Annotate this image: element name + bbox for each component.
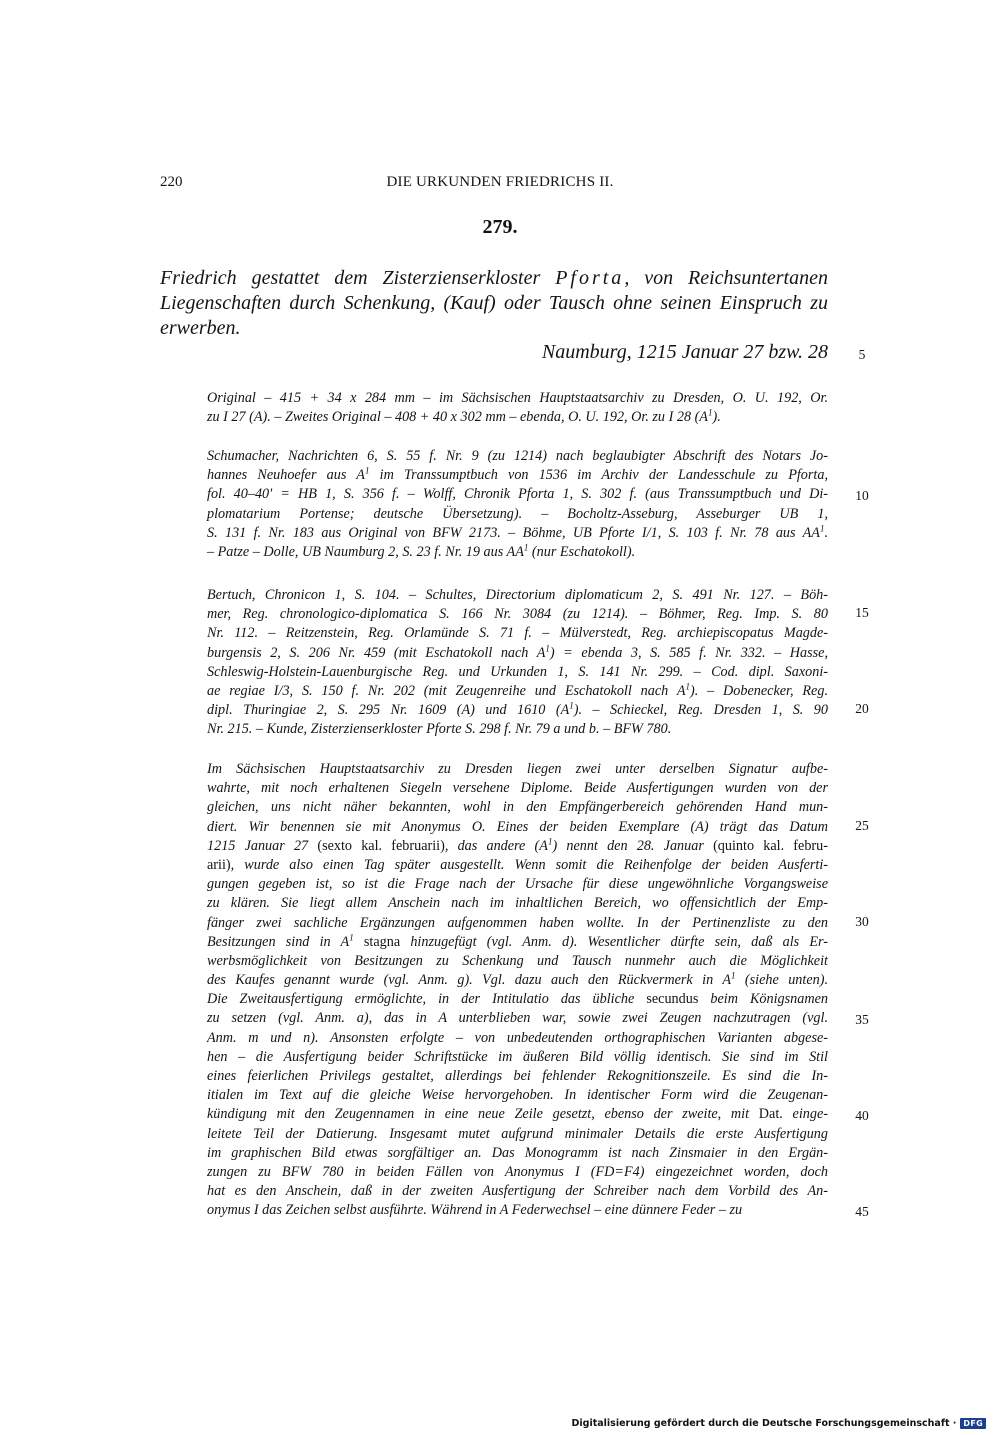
commentary-line [207, 894, 828, 913]
regesta-line [207, 663, 828, 682]
prints-line [207, 524, 828, 543]
text-run: ). – Schieckel, Reg. Dresden 1, S. 90 [573, 702, 828, 719]
text-run: , wurde also einen Tag später ausgestellt. Wenn somit die Reihenfolge der beiden Ausferti- [230, 856, 828, 873]
text-run: S. 131 f. Nr. 183 aus Original von BFW 2173. – Böhme, UB Pforte I/1, S. 103 f. Nr. 78 aus AA [207, 524, 820, 541]
superscript: 1 [707, 407, 713, 418]
commentary-line [207, 1086, 828, 1105]
commentary-line [207, 779, 828, 798]
regest [160, 266, 828, 341]
text-run: hen – die Ausfertigung beider Schriftstücke im äußeren Bild völlig identisch. Sie sind im Stil [207, 1048, 828, 1065]
text-run: Im Sächsischen Hauptstaatsarchiv zu Dresden liegen zwei unter derselben Signatur aufbe- [207, 761, 828, 777]
regest-place: Pforta [555, 267, 625, 289]
text-run: beim Königsnamen [698, 991, 828, 1008]
text-run: kündigung mit den Zeugennamen in eine neue Zeile gesetzt, ebenso der zweite, mit [207, 1106, 759, 1123]
tradition-line [207, 408, 828, 427]
text-run: . [824, 524, 828, 541]
text-run: Schleswig-Holstein-Lauenburgische Reg. und Urkunden 1, S. 141 Nr. 299. – Cod. dipl. Saxoni- [207, 663, 828, 680]
text-run: dipl. Thuringiae 2, S. 295 Nr. 1609 (A) und 1610 (A [207, 702, 570, 719]
commentary-line [207, 798, 828, 817]
text-run: des Kaufes genannt wurde (vgl. Anm. g). Vgl. dazu auch den Rückvermerk in A [207, 972, 731, 989]
text-run: (sexto kal. februarii) [317, 837, 445, 854]
text-run: wahrte, mit noch erhaltenen Siegeln versehene Diplome. Beide Ausfertigungen wurden von der [207, 780, 828, 797]
text-run: im graphischen Bild etwas sorgfältiger an. Das Monogramm ist nach Zinsmaier in den Ergän- [207, 1144, 828, 1161]
text-run: secundus [646, 991, 699, 1008]
text-run: plomatarium Portense; deutsche Übersetzung). – Bocholtz-Asseburg, Asseburger UB 1, [207, 505, 828, 522]
commentary-line [207, 1182, 828, 1201]
text-run: (quinto kal. febru- [713, 837, 828, 854]
tradition-section [207, 389, 828, 427]
regesta-line [207, 644, 828, 663]
superscript: 1 [819, 523, 825, 534]
text-run: ) = ebenda 3, S. 585 f. Nr. 332. – Hasse, [549, 644, 828, 661]
text-run: , das andere (A [444, 837, 548, 854]
line-number: 35 [855, 1012, 869, 1027]
commentary-section [207, 760, 828, 1221]
prints-line [207, 466, 828, 485]
text-run: leitete Teil der Datierung. Insgesamt mutet aufgrund minimaler Details die erste Ausfertigung [207, 1125, 828, 1142]
text-run: hannes Neuhoefer aus A [207, 467, 365, 484]
commentary-line [207, 875, 828, 894]
line-number: 15 [855, 605, 869, 620]
text-run: im Transsumptbuch von 1536 im Archiv der Landesschule zu Pforta, [369, 467, 828, 484]
text-run: fänger zwei sachliche Ergänzungen aufgenommen haben wollte. In der Pertinenzliste zu den [207, 914, 828, 931]
superscript: 1 [364, 465, 370, 476]
text-run: stagna [363, 933, 401, 950]
commentary-line [207, 1163, 828, 1182]
superscript: 1 [569, 700, 574, 711]
text-run: itialen im Text auf die gleiche Weise hervorgehoben. In identischer Form wird die Zeugenan- [207, 1087, 828, 1104]
text-run: Dat. [758, 1106, 783, 1123]
prints-line [207, 505, 828, 524]
text-run: zu setzen (vgl. Anm. a), das in A unterblieben war, sowie zwei Zeugen nachzutragen (vgl. [207, 1010, 828, 1027]
regesta-line [207, 624, 828, 643]
text-run: Nr. 215. – Kunde, Zisterzienserkloster Pforte S. 298 f. Nr. 79 a und b. – BFW 780. [207, 721, 672, 738]
superscript: 1 [349, 931, 354, 942]
commentary-line [207, 837, 828, 856]
line-number: 45 [855, 1204, 869, 1219]
regest-text-1: Friedrich gestattet dem Zisterzienserkloster [160, 267, 556, 289]
line-number: 30 [855, 914, 869, 929]
text-run: gungen gegeben ist, so ist die Frage nach der Ursache für diese ungewöhnliche Vorgangsweise [207, 876, 828, 893]
prints-section [207, 447, 828, 562]
text-run: fol. 40–40' = HB 1, S. 356 f. – Wolff, Chronik Pforta 1, S. 302 f. (aus Transsumptbuch und Di- [207, 486, 828, 503]
text-run: – Patze – Dolle, UB Naumburg 2, S. 23 f. Nr. 19 aus AA [207, 543, 524, 560]
regest-text-2: , von Reichsuntertanen Liegenschaften durch Schenkung, (Kauf) oder Tausch ohne seinen Einspruch zu erwerben. [160, 267, 828, 339]
text-run: (nur Eschatokoll). [528, 543, 636, 560]
commentary-line [207, 933, 828, 952]
text-run [354, 934, 364, 950]
commentary-line [207, 1201, 828, 1220]
text-run: werbsmöglichkeit von Besitzungen zu Schenkung und Tausch nunmehr auch die Möglichkeit [207, 952, 828, 969]
footer-credit-text: Digitalisierung gefördert durch die Deutsche Forschungsgemeinschaft · [571, 1418, 957, 1429]
regesta-line [207, 701, 828, 720]
dateline: Naumburg, 1215 Januar 27 bzw. 28 [541, 341, 828, 363]
text-run: Bertuch, Chronicon 1, S. 104. – Schultes, Directorium diplomaticum 2, S. 491 Nr. 127. – Böh- [207, 587, 828, 603]
text-run: diert. Wir benennen sie mit Anonymus O. Eines der beiden Exemplare (A) trägt das Datum [207, 818, 828, 835]
line-number: 10 [855, 488, 869, 503]
text-run: mer, Reg. chronologico-diplomatica S. 166 Nr. 3084 (zu 1214). – Böhmer, Reg. Imp. S. 80 [207, 606, 828, 623]
commentary-line [207, 760, 828, 779]
regesta-line [207, 605, 828, 624]
text-run: arii) [207, 856, 231, 873]
superscript: 1 [547, 836, 553, 847]
commentary-line [207, 952, 828, 971]
superscript: 1 [523, 542, 529, 553]
superscript: 1 [545, 642, 550, 653]
commentary-line [207, 990, 828, 1009]
regesta-line [207, 586, 828, 605]
text-run: ) nennt den 28. Januar [552, 837, 714, 854]
commentary-line [207, 1009, 828, 1028]
commentary-line [207, 1144, 828, 1163]
commentary-line [207, 914, 828, 933]
text-run: burgensis 2, S. 206 Nr. 459 (mit Eschatokoll nach A [207, 644, 546, 661]
text-run: Schumacher, Nachrichten 6, S. 55 f. Nr. 9 (zu 1214) nach beglaubigter Abschrift des Notars Jo- [207, 448, 828, 464]
prints-line [207, 485, 828, 504]
line-number: 20 [855, 701, 869, 716]
text-run: Nr. 112. – Reitzenstein, Reg. Orlamünde S. 71 f. – Mülverstedt, Reg. archiepiscopatus Magde- [207, 625, 828, 642]
text-run: zungen zu BFW 780 in beiden Fällen von Anonymus I (FD=F4) eingezeichnet worden, doch [207, 1163, 828, 1180]
text-run: ). [712, 409, 721, 426]
text-run: gleichen, uns nicht näher bekannten, wohl in den Empfängerbereich gehörenden Hand mun- [207, 799, 828, 816]
regesta-line [207, 720, 828, 739]
prints-line [207, 543, 828, 562]
text-run: eines feierlichen Privilegs gestaltet, allerdings bei fehlender Rekognitionszeile. Es sind die In- [207, 1068, 828, 1084]
commentary-line [207, 818, 828, 837]
regesta-line [207, 682, 828, 701]
running-head: DIE URKUNDEN FRIEDRICHS II. [386, 174, 614, 190]
text-run: Besitzungen sind in A [207, 933, 350, 950]
superscript: 1 [685, 681, 690, 692]
footer-credit [572, 1418, 986, 1429]
text-run: onymus I das Zeichen selbst ausführte. Während in A Federwechsel – eine dünnere Feder – zu [207, 1202, 743, 1219]
commentary-line [207, 1105, 828, 1124]
document-number: 279. [482, 216, 518, 238]
text-run: ). – Dobenecker, Reg. [690, 682, 828, 699]
dfg-logo: DFG [960, 1418, 986, 1429]
text-run: 1215 Januar 27 [207, 837, 318, 854]
commentary-line [207, 1048, 828, 1067]
commentary-line [207, 856, 828, 875]
text-run: hat es den Anschein, daß in der zweiten Ausfertigung der Schreiber nach dem Vorbild des An- [207, 1183, 828, 1200]
prints-line [207, 447, 828, 466]
superscript: 1 [731, 970, 736, 981]
text-run: Original – 415 + 34 x 284 mm – im Sächsischen Hauptstaatsarchiv zu Dresden, O. U. 192, Or. [207, 390, 828, 406]
text-run: Anm. m und n). Ansonsten erfolgte – von unbedeutenden orthographischen Varianten abgese- [207, 1029, 828, 1046]
text-run: ae regiae I/3, S. 150 f. Nr. 202 (mit Zeugenreihe und Eschatokoll nach A [207, 682, 686, 699]
text-run: einge- [782, 1106, 828, 1123]
commentary-line [207, 1125, 828, 1144]
page-number: 220 [160, 174, 183, 190]
line-number: 40 [855, 1108, 869, 1123]
text-run: Die Zweitausfertigung ermöglichte, in der Intitulatio das übliche [207, 991, 647, 1008]
line-number: 5 [858, 347, 866, 362]
commentary-line [207, 1067, 828, 1086]
line-number: 25 [855, 818, 869, 833]
regesta-section [207, 586, 828, 740]
text-run: (siehe unten). [735, 972, 828, 989]
commentary-line [207, 1029, 828, 1048]
commentary-line [207, 971, 828, 990]
tradition-line [207, 389, 828, 408]
text-run: zu I 27 (A). – Zweites Original – 408 + 40 x 302 mm – ebenda, O. U. 192, Or. zu I 28 (A [207, 409, 708, 426]
text-run: zu klären. Sie liegt allem Anschein nach im inhaltlichen Bereich, wo offensichtlich der Emp- [207, 895, 828, 912]
text-run: hinzugefügt (vgl. Anm. d). Wesentlicher dürfte sein, daß als Er- [400, 933, 828, 950]
